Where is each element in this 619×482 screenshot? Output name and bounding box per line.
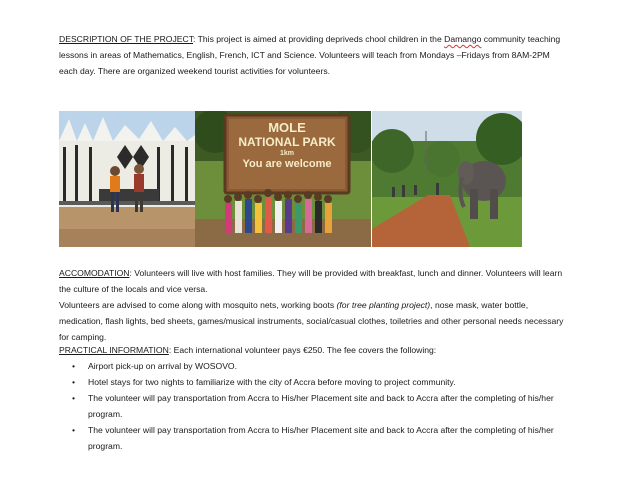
- park-sign-text: [229, 121, 345, 171]
- bullet-icon: •: [72, 425, 76, 435]
- fee-items-list: [59, 358, 564, 454]
- bullet-icon: •: [72, 393, 76, 403]
- advice-text-start: Volunteers are advised to come along with mosquito nets, working boots: [59, 300, 337, 310]
- list-item: [59, 358, 564, 374]
- bullet-icon: •: [72, 361, 76, 371]
- description-text-start: : This project is aimed at providing depriveds chool children in the: [193, 34, 445, 44]
- list-item-text: Hotel stays for two nights to familiarize with the city of Accra before moving to project community.: [88, 377, 456, 387]
- elephant-photo: [372, 111, 522, 247]
- advice-italic: (for tree planting project): [336, 300, 431, 310]
- practical-heading: PRACTICAL INFORMATION: [59, 345, 169, 355]
- place-name: Damango: [444, 34, 482, 44]
- sign-line-1: MOLE: [268, 120, 306, 135]
- mosque-photo: [59, 111, 195, 247]
- sign-line-4: You are welcome: [242, 158, 332, 170]
- list-item: [59, 390, 564, 422]
- list-item: [59, 374, 564, 390]
- practical-paragraph: [59, 342, 564, 358]
- list-item-text: Airport pick-up on arrival by WOSOVO.: [88, 361, 238, 371]
- accommodation-text: : Volunteers will live with host families. They will be provided with breakfast, lunch and dinner. Volunteers will learn the culture of the locals and vice versa.: [59, 268, 563, 294]
- park-sign-photo: [195, 111, 371, 247]
- accommodation-paragraph: [59, 265, 564, 345]
- description-paragraph: [59, 31, 564, 79]
- advice-text-end: , nose mask, water bottle, medication, flash lights, bed sheets, games/musical instruments, social/casual clothes, toiletries and other personal needs necessary for camping.: [59, 300, 564, 342]
- list-item-text: The volunteer will pay transportation from Accra to His/her Placement site and back to Accra after the completing of his/her program.: [88, 393, 554, 419]
- list-item: [59, 422, 564, 454]
- sign-line-2: NATIONAL PARK: [238, 135, 336, 149]
- description-heading: DESCRIPTION OF THE PROJECT: [59, 34, 194, 44]
- photo-strip: [59, 111, 522, 247]
- description-text-end: community teaching lessons in areas of Mathematics, English, French, ICT and Science. Volunteers will teach from Mondays –Fridays from 8AM-2PM each day. There are organized weekend tourist activities for volunteers.: [59, 34, 561, 76]
- bullet-icon: •: [72, 377, 76, 387]
- accommodation-heading: ACCOMODATION: [59, 268, 130, 278]
- practical-text: : Each international volunteer pays €250. The fee covers the following:: [168, 345, 437, 355]
- sign-line-3: 1km: [279, 150, 294, 157]
- list-item-text: The volunteer will pay transportation from Accra to His/her Placement site and back to Accra after the completing of his/her program.: [88, 425, 554, 451]
